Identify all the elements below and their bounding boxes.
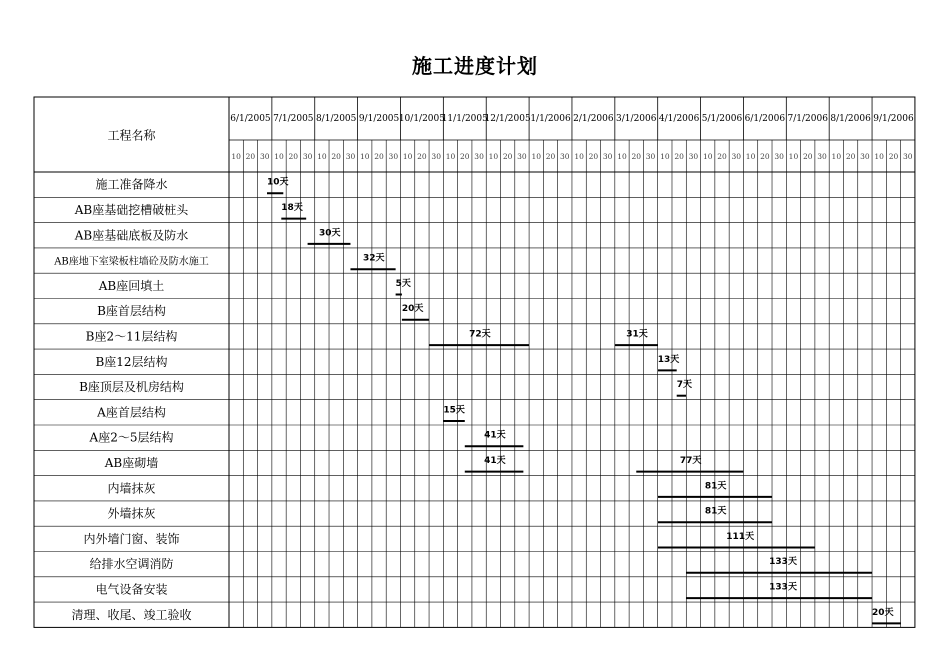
day-label: 30	[817, 152, 827, 161]
duration-label: 32天	[363, 253, 385, 264]
day-label: 20	[888, 152, 899, 161]
day-label: 20	[288, 152, 299, 161]
month-label: 7/1/2006	[787, 114, 828, 124]
day-label: 30	[688, 152, 699, 161]
page-title: 施工进度计划	[412, 54, 538, 78]
day-label: 20	[802, 152, 813, 161]
month-label: 1/1/2006	[530, 114, 571, 124]
day-label: 10	[445, 152, 456, 161]
task-name: 清理、收尾、竣工验收	[71, 607, 192, 622]
duration-label: 15天	[443, 405, 465, 416]
task-name: 外墙抹灰	[107, 506, 156, 521]
duration-label: 72天	[469, 329, 491, 340]
duration-label: 81天	[704, 481, 727, 492]
duration-label: 5天	[395, 278, 411, 289]
month-label: 6/1/2006	[744, 114, 786, 124]
day-label: 10	[317, 152, 327, 161]
task-name: B座12层结构	[95, 354, 168, 369]
task-name: 给排水空调消防	[89, 557, 174, 572]
day-label: 30	[903, 152, 913, 161]
duration-label: 13天	[657, 354, 680, 365]
duration-label: 77天	[679, 455, 702, 466]
day-label: 20	[845, 152, 856, 161]
day-label: 20	[717, 152, 727, 161]
task-name: AB座砌墙	[104, 455, 159, 470]
duration-label: 41天	[484, 430, 506, 441]
month-label: 3/1/2006	[616, 114, 657, 124]
day-label: 10	[788, 152, 799, 161]
month-label: 12/1/2005	[484, 114, 531, 124]
day-label: 20	[631, 152, 642, 161]
day-label: 10	[617, 152, 627, 161]
day-label: 10	[402, 152, 413, 161]
day-label: 20	[502, 152, 513, 161]
day-label: 10	[531, 152, 542, 161]
day-label: 20	[331, 152, 341, 161]
duration-label: 133天	[769, 582, 797, 593]
day-label: 30	[774, 152, 784, 161]
task-name: AB座基础底板及防水	[74, 228, 189, 243]
day-label: 30	[259, 152, 270, 161]
day-label: 10	[660, 152, 670, 161]
day-label: 30	[645, 152, 656, 161]
duration-label: 18天	[281, 202, 303, 213]
task-name: A座首层结构	[97, 405, 166, 420]
month-label: 8/1/2006	[830, 114, 871, 124]
day-label: 30	[345, 152, 356, 161]
day-label: 20	[674, 152, 684, 161]
task-name: B座2～11层结构	[85, 329, 178, 344]
day-label: 10	[874, 152, 884, 161]
day-label: 10	[574, 152, 584, 161]
day-label: 10	[359, 152, 370, 161]
month-label: 7/1/2005	[273, 114, 314, 124]
task-name: AB座基础挖槽破桩头	[74, 202, 189, 217]
month-label: 11/1/2005	[441, 114, 488, 124]
day-label: 30	[602, 152, 613, 161]
day-label: 20	[417, 152, 427, 161]
duration-label: 7天	[676, 380, 692, 391]
task-name: 施工准备降水	[95, 177, 168, 192]
month-label: 2/1/2006	[573, 114, 614, 124]
day-label: 10	[231, 152, 241, 161]
task-name: 内外墙门窗、装饰	[83, 531, 180, 546]
header-project-name: 工程名称	[107, 128, 156, 143]
day-label: 20	[460, 152, 470, 161]
task-name: AB座地下室梁板柱墙砼及防水施工	[54, 256, 209, 268]
task-name: 内墙抹灰	[107, 481, 156, 496]
day-label: 10	[702, 152, 713, 161]
month-label: 4/1/2006	[658, 114, 700, 124]
day-label: 30	[517, 152, 527, 161]
day-label: 30	[860, 152, 870, 161]
task-name: B座首层结构	[97, 304, 166, 319]
duration-label: 133天	[769, 557, 797, 568]
day-label: 30	[431, 152, 441, 161]
task-name: 电气设备安装	[95, 582, 168, 597]
duration-label: 31天	[626, 329, 648, 340]
task-name: A座2～5层结构	[89, 430, 174, 445]
duration-label: 30天	[319, 228, 341, 239]
day-label: 30	[474, 152, 484, 161]
task-name: AB座回填土	[98, 278, 165, 293]
day-label: 30	[302, 152, 313, 161]
duration-label: 20天	[401, 304, 424, 315]
duration-label: 111天	[726, 531, 755, 542]
day-label: 30	[560, 152, 570, 161]
day-label: 30	[731, 152, 742, 161]
month-label: 9/1/2005	[358, 114, 400, 124]
day-label: 10	[831, 152, 842, 161]
day-label: 20	[760, 152, 770, 161]
day-label: 20	[245, 152, 256, 161]
duration-label: 10天	[267, 177, 289, 188]
day-label: 20	[588, 152, 599, 161]
month-label: 5/1/2006	[701, 114, 743, 124]
month-label: 9/1/2006	[873, 114, 914, 124]
day-label: 10	[274, 152, 284, 161]
task-name: B座顶层及机房结构	[79, 380, 184, 395]
month-label: 10/1/2005	[398, 114, 445, 124]
duration-label: 20天	[872, 607, 894, 618]
day-label: 20	[374, 152, 384, 161]
day-label: 10	[488, 152, 499, 161]
day-label: 20	[545, 152, 556, 161]
month-label: 6/1/2005	[230, 114, 271, 124]
duration-label: 81天	[704, 506, 727, 517]
day-label: 10	[745, 152, 756, 161]
month-label: 8/1/2005	[315, 114, 357, 124]
duration-label: 41天	[484, 455, 506, 466]
day-label: 30	[388, 152, 399, 161]
